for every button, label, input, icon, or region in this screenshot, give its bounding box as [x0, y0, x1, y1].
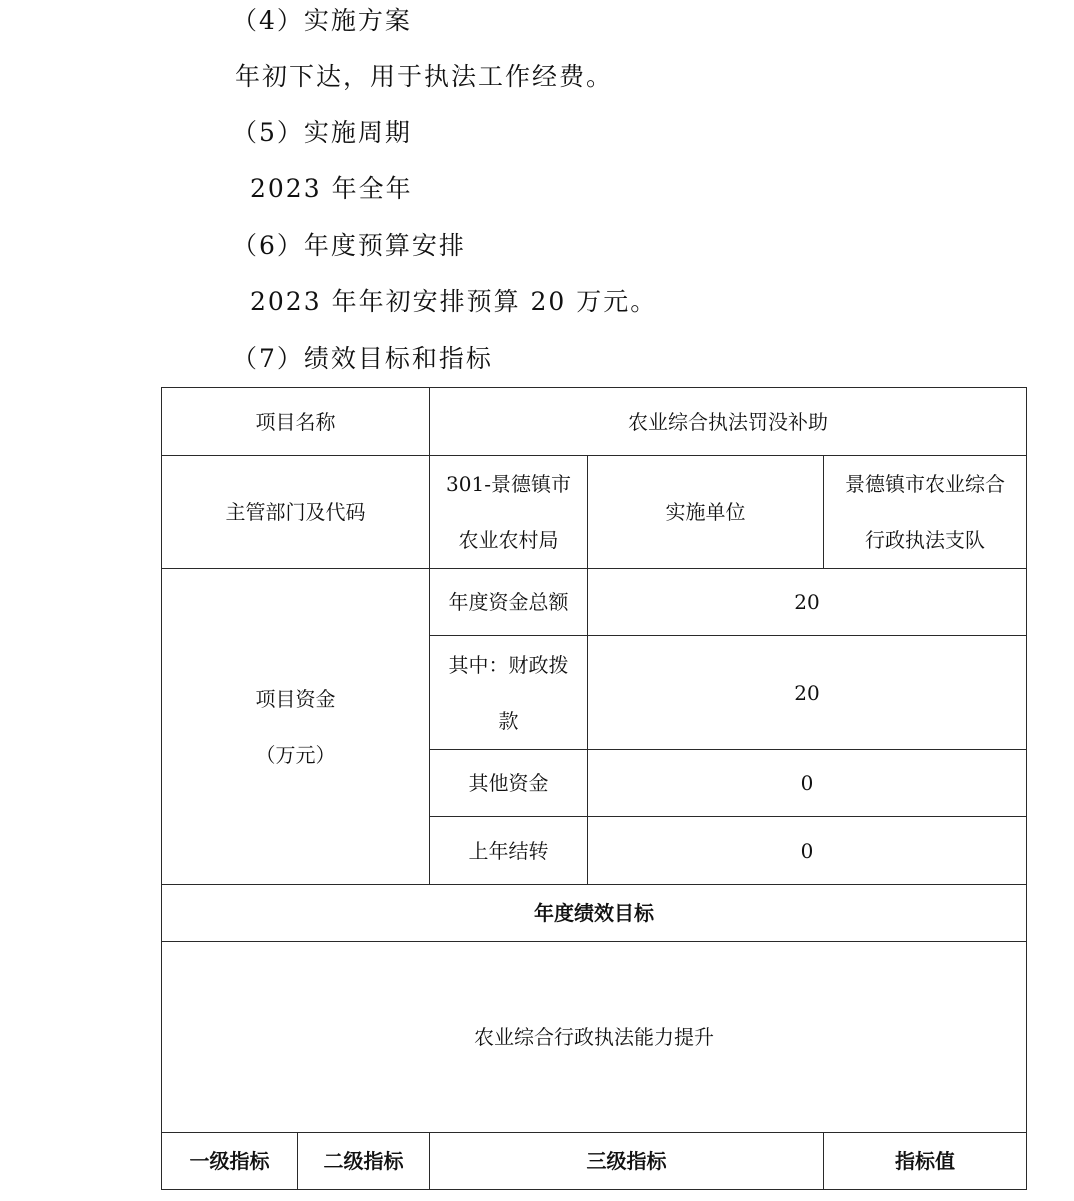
table-row	[162, 942, 1027, 1133]
funds-other-value: 0	[588, 750, 1027, 817]
impl-unit-value-line2: 行政执法支队	[865, 528, 985, 552]
performance-goal-table	[161, 387, 1027, 1190]
annual-budget-text: 2023 年年初安排预算 20 万元。	[250, 287, 658, 316]
implementation-period-text: 2023 年全年	[250, 174, 413, 203]
funds-fiscal-value: 20	[588, 636, 1027, 750]
funds-fiscal-label	[430, 636, 588, 750]
funds-label-line2: （万元）	[255, 742, 336, 767]
table-row	[162, 885, 1027, 942]
annual-goal-text: 农业综合行政执法能力提升	[162, 942, 1027, 1133]
indicator-header-level2: 二级指标	[298, 1133, 430, 1190]
indicator-header-value: 指标值	[824, 1133, 1027, 1190]
funds-total-value: 20	[588, 569, 1027, 636]
dept-value-line1: 301-景德镇市	[446, 472, 571, 496]
annual-goal-header: 年度绩效目标	[162, 885, 1027, 942]
impl-unit-label: 实施单位	[588, 456, 824, 569]
section-heading-annual-budget: （6）年度预算安排	[232, 231, 466, 260]
project-name-value: 农业综合执法罚没补助	[430, 388, 1027, 456]
funds-other-label: 其他资金	[430, 750, 588, 817]
dept-value-line2: 农业农村局	[458, 528, 559, 552]
funds-label-line1: 项目资金	[255, 686, 336, 711]
dept-label: 主管部门及代码	[162, 456, 430, 569]
funds-fiscal-label-line1: 其中：财政拨	[448, 652, 569, 677]
section-heading-implementation-period: （5）实施周期	[232, 118, 412, 147]
impl-unit-value-line1: 景德镇市农业综合	[845, 472, 1005, 496]
implementation-plan-text: 年初下达，用于执法工作经费。	[235, 62, 614, 91]
project-name-label: 项目名称	[162, 388, 430, 456]
table-row	[162, 1133, 1027, 1190]
table-row	[162, 388, 1027, 456]
funds-fiscal-label-line2: 款	[498, 708, 519, 733]
indicator-header-level1: 一级指标	[162, 1133, 298, 1190]
section-heading-performance-goals: （7）绩效目标和指标	[232, 344, 493, 373]
impl-unit-value	[824, 456, 1027, 569]
funds-label	[162, 569, 430, 885]
funds-total-label: 年度资金总额	[430, 569, 588, 636]
dept-value	[430, 456, 588, 569]
table-row	[162, 456, 1027, 569]
table-row	[162, 569, 1027, 636]
indicator-header-level3: 三级指标	[430, 1133, 824, 1190]
funds-carryover-label: 上年结转	[430, 817, 588, 885]
funds-carryover-value: 0	[588, 817, 1027, 885]
section-heading-implementation-plan: （4）实施方案	[232, 6, 412, 35]
